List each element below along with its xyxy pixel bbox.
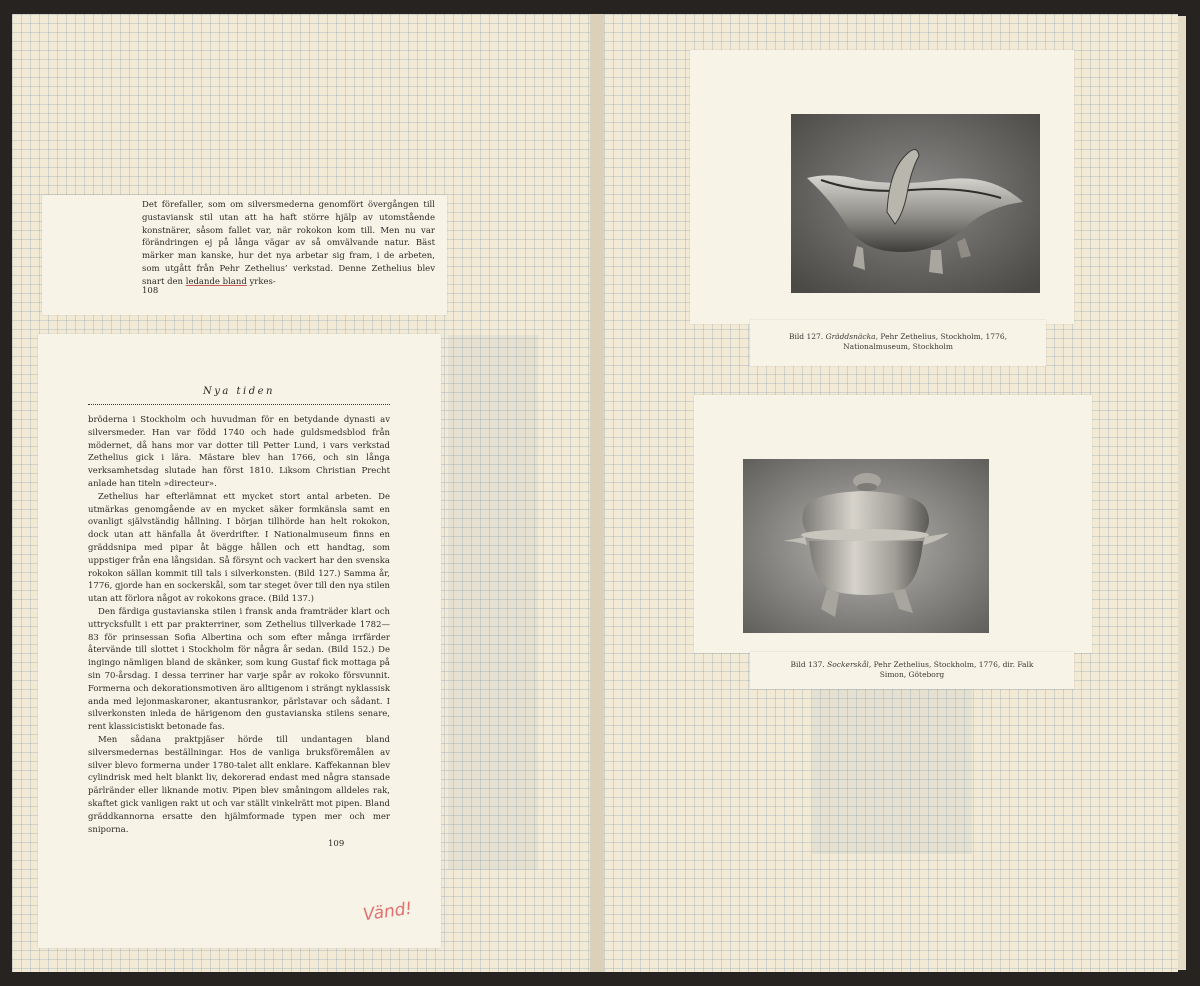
sugar-bowl-image — [743, 459, 989, 633]
caption-label: Bild 127. — [788, 332, 824, 341]
clipping-page-109 — [38, 334, 441, 948]
paragraph: Men sådana praktpjäser hörde till undantagen bland silversmedernas beställningar. Hos de vanliga bruksföremålen av silver blevo formerna under 1780-talet allt enklare. Kaffekannan blev cylindrisk med helt blankt liv, dekorerad endast med några stansade pärlränder eller liknande motiv. Pipen blev småningom alldeles rak, skaftet gick vanligen rakt ut och var ställt vinkelrätt mot pipen. Bland gräddkannorna ersatte den hjälmformade typen mer och mer sniporna. — [88, 734, 390, 835]
photo-card-bild-127 — [690, 50, 1074, 324]
caption-line: Pehr Zethelius, Stockholm, 1776, — [877, 332, 1008, 341]
caption-title: Gräddsnäcka, — [825, 332, 878, 341]
handwritten-note: Vänd! — [361, 898, 414, 926]
paragraph: Den färdiga gustavianska stilen i fransk anda framträder klart och uttrycksfullt i ett par prakterriner, som Zethelius tillverkade 1782—83 för prinsessan Sofia Albertina och som efter många irrfärder återvände till slottet i Stockholm för några år sedan. (Bild 152.) De ingingo nämligen bland de skänker, som kung Gustaf fick mottaga på sin 70-årsdag. I dessa terriner har varje spår av rokoko försvunnit. Formerna och dekorationsmotiven äro alltigenom i strängt nyklassisk anda med lejonmaskaroner, akantusrankor, pärlstavar och sådant. I silverkonsten inleda de härigenom den gustavianska stilens senare, rent klassicistiskt betonade fas. — [88, 606, 390, 733]
sugar-bowl-photo — [743, 459, 989, 633]
clipping-108-text — [142, 199, 435, 289]
underlined-phrase: ledande bland — [185, 276, 247, 287]
caption-bild-137 — [750, 652, 1074, 689]
caption-line: Nationalmuseum, Stockholm — [843, 342, 953, 351]
caption-bild-127 — [750, 320, 1046, 366]
sauce-boat-image — [791, 114, 1040, 293]
clipping-108-body: Det förefaller, som om silversmederna genomfört övergången till gustaviansk stil utan att ha haft större hjälp av utomstående konstnärer, såsom fallet var, när rokokon kom till. Men nu var förändringen ej på långa vägar av så omvälvande natur. Bäst märker man kanske, hur det nya arbetar sig fram, i de arbeten, som utgått från Pehr Zethelius’ verkstad. Denne Zethelius blev snart den — [142, 200, 435, 287]
clipping-page-108 — [42, 195, 447, 315]
caption-line: Simon, Göteborg — [879, 670, 945, 679]
running-header: Nya tiden — [202, 386, 276, 397]
photo-card-bild-137 — [694, 395, 1092, 653]
caption-title: Sockerskål, — [827, 660, 872, 669]
clipping-108-tail: yrkes- — [246, 276, 276, 287]
page-shadow-left — [448, 335, 538, 870]
paragraph: bröderna i Stockholm och huvudman för en betydande dynasti av silversmeder. Han var född 1740 och hade guldsmedsblod från mödernet, då hans mor var dotter till Petter Lund, i vars verkstad Zethelius gick i lära. Mästare blev han 1766, och sin långa verksamhetsdag slutade han först 1810. Liksom Christian Precht anlade han titeln »directeur». — [88, 415, 390, 489]
paragraph: Zethelius har efterlämnat ett mycket stort antal arbeten. De utmärkas genomgående av en mycket säker formkänsla samt en ovanligt självständig hållning. I början tillhörde han helt rokokon, dock utan att hänfalla åt överdrifter. I Nationalmuseum finns en gräddsnipa med pipar åt bägge hållen och ett handtag, som uppstiger från ena långsidan. Så försynt och vackert har den svenska rokokon sällan kommit till tals i silverkonsten. (Bild 127.) Samma år, 1776, gjorde han en sockerskål, som tar steget över till den nya stilen utan att förlora något av rokokons grace. (Bild 137.) — [88, 491, 390, 605]
page-number-108: 108 — [142, 286, 159, 296]
album-spine — [590, 14, 604, 972]
page-number-109: 109 — [328, 839, 345, 849]
clipping-109-text — [88, 414, 390, 836]
header-rule — [88, 404, 390, 405]
sauce-boat-photo — [791, 114, 1040, 293]
caption-label: Bild 137. — [790, 660, 825, 669]
caption-line: Pehr Zethelius, Stockholm, 1776, dir. Falk — [871, 660, 1034, 669]
